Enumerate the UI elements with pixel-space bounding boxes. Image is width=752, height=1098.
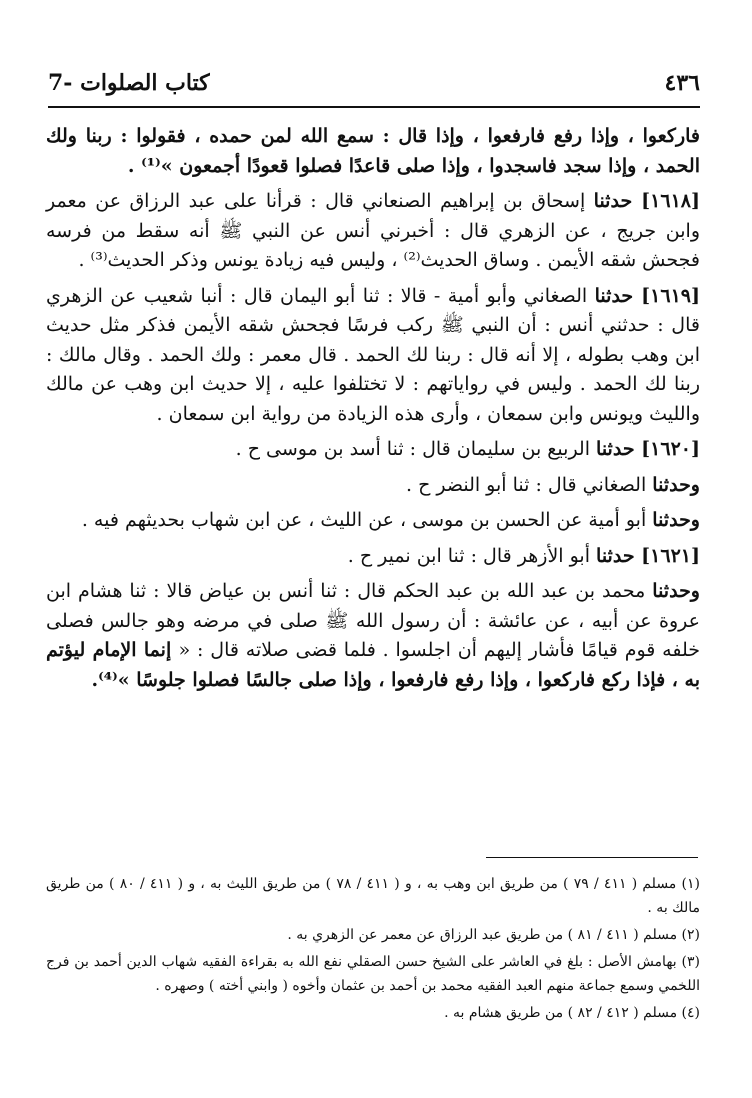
footnote-2: (٢) مسلم ( ٤١١ / ٨١ ) من طريق عبد الرزاق عن معمر عن الزهري به .	[287, 927, 700, 943]
paragraph-text: الربيع بن سليمان قال : ثنا أسد بن موسى ح .	[235, 438, 597, 460]
hadith-number-lead: [١٦١٩] حدثنا	[594, 284, 700, 307]
footnote-3: (٣) بهامش الأصل : بلغ في العاشر على الشيخ حسن الصقلي نفع الله به بقراءة الفقيه شهاب الدين أحمد بن فرج اللخمي وسمع جماعة منهم العبد الفقيه محمد بن أحمد بن عثمان وأخوه ( وابني أخته ) وصهره .	[46, 954, 700, 994]
page-number: ٤٣٦	[664, 70, 700, 96]
footnote-4: (٤) مسلم ( ٤١٢ / ٨٢ ) من طريق هشام به .	[444, 1005, 700, 1021]
footnote-divider	[486, 857, 698, 858]
paragraph-text: الصغاني قال : ثنا أبو النضر ح .	[406, 473, 653, 496]
hadith-matn-bold: إنما الإمام ليؤتم به ، فإذا ركع فاركعوا ، وإذا رفع فارفعوا ، وإذا صلى جالسًا فصلوا جلوسًا »⁽⁴⁾.	[46, 639, 700, 691]
isnad-lead: وحدثنا	[652, 509, 700, 531]
paragraph-text: محمد بن عبد الله بن عبد الحكم قال : ثنا أنس بن عياض قالا : ثنا هشام ابن عروة عن أبيه ، عن عائشة : أن رسول الله ﷺ صلى في مرضه وهو جالس فصلى خلفه قوم قيامًا فأشار إليهم أن اجلسوا . فلما قضى صلاته قال : «	[46, 580, 700, 661]
isnad-line	[46, 506, 700, 536]
hadith-number-lead: [١٦٢٠] حدثنا	[596, 438, 700, 460]
running-head: 7- كتاب الصلوات	[48, 70, 210, 96]
isnad-lead: وحدثنا	[652, 473, 700, 496]
paragraph-text: أبو أمية عن الحسن بن موسى ، عن الليث ، عن ابن شهاب بحديثهم فيه .	[81, 509, 653, 531]
hadith-continuation	[46, 122, 700, 181]
paragraph-text: أبو الأزهر قال : ثنا ابن نمير ح .	[347, 544, 597, 567]
isnad-line	[46, 471, 700, 501]
hadith-number-lead: [١٦٢١] حدثنا	[596, 544, 700, 567]
header-divider	[48, 106, 700, 108]
page-header	[48, 66, 700, 106]
isnad-lead: وحدثنا	[652, 580, 700, 602]
hadith-1621	[46, 542, 700, 572]
hadith-1618	[46, 187, 700, 276]
hadith-1620	[46, 435, 700, 465]
footnotes	[46, 872, 700, 1028]
paragraph-text: إسحاق بن إبراهيم الصنعاني قال : قرأنا على عبد الرزاق عن معمر وابن جريج ، عن الزهري قال : أخبرني أنس عن النبي ﷺ أنه سقط من فرسه فجحش شقه الأيمن . وساق الحديث⁽²⁾ ، وليس فيه زيادة يونس وذكر الحديث⁽³⁾ .	[46, 190, 700, 271]
paragraph-text: الصغاني وأبو أمية - قالا : ثنا أبو اليمان قال : أنبا شعيب عن الزهري قال : حدثني أنس : أن النبي ﷺ ركب فرسًا فجحش شقه الأيمن فذكر مثل حديث ابن وهب بطوله ، إلا أنه قال : ربنا لك الحمد . قال معمر : ولك الحمد . وقال مالك : ربنا لك الحمد . وليس في رواياتهم : لا تختلفوا عليه ، إلا حديث ابن وهب عن مالك والليث ويونس وابن سمعان ، وأرى هذه الزيادة من رواية ابن سمعان .	[46, 284, 700, 425]
paragraph-text: فاركعوا ، وإذا رفع فارفعوا ، وإذا قال : سمع الله لمن حمده ، فقولوا : ربنا ولك الحمد ، وإذا سجد فاسجدوا ، وإذا صلى قاعدًا فصلوا قعودًا أجمعون »⁽¹⁾ .	[46, 125, 700, 177]
isnad-line	[46, 577, 700, 695]
hadith-1619	[46, 282, 700, 430]
footnote-1: (١) مسلم ( ٤١١ / ٧٩ ) من طريق ابن وهب به ، و ( ٤١١ / ٧٨ ) من طريق الليث به ، و ( ٤١١ / ٨٠ ) من طريق مالك به .	[46, 876, 700, 916]
hadith-number-lead: [١٦١٨] حدثنا	[593, 190, 700, 212]
main-text	[46, 122, 700, 701]
